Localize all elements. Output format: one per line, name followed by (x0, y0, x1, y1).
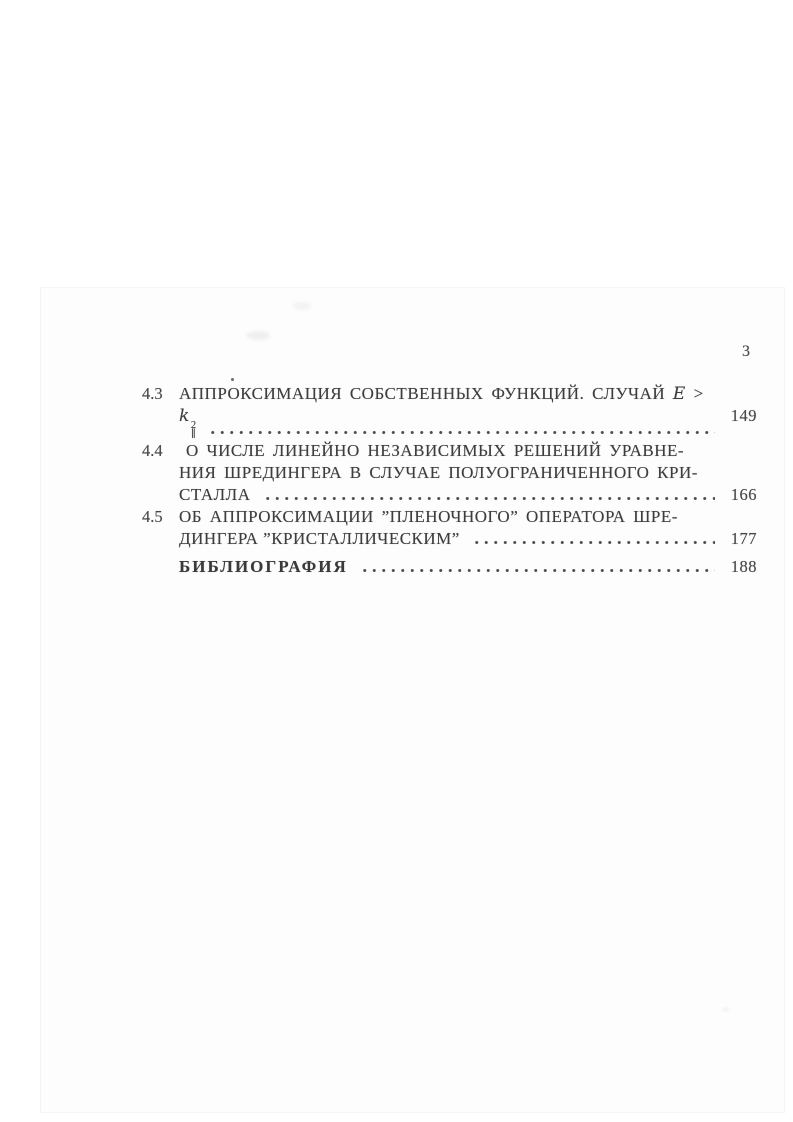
entry-title-line: НИЯ ШРЕДИНГЕРА В СЛУЧАЕ ПОЛУОГРАНИЧЕННОГО КРИ- (179, 462, 698, 482)
entry-title-line (179, 383, 757, 405)
title-text: ДИНГЕРА ”КРИСТАЛЛИЧЕСКИМ” (179, 528, 460, 548)
entry-leader-line (179, 405, 757, 440)
entry-leader-line (179, 556, 757, 578)
entry-number: 4.5 (142, 506, 163, 526)
table-of-contents (142, 383, 757, 578)
entry-title-line: ОБ АППРОКСИМАЦИИ ”ПЛЕНОЧНОГО” ОПЕРАТОРА ШРЕ- (179, 506, 678, 526)
dot-leader (472, 539, 715, 546)
toc-entry-4-3 (142, 383, 757, 440)
entry-page-number: 188 (730, 556, 757, 576)
entry-leader-line (179, 528, 757, 550)
title-text: АППРОКСИМАЦИЯ СОБСТВЕННЫХ ФУНКЦИЙ. СЛУЧАЙ (179, 384, 666, 403)
scan-artifact-smudge (246, 331, 270, 340)
math-symbol-E: E (672, 384, 686, 404)
math-base: k (179, 406, 190, 426)
bibliography-label: БИБЛИОГРАФИЯ (179, 556, 348, 576)
entry-page-number: 166 (730, 484, 757, 504)
dot-leader (208, 429, 715, 436)
entry-title-line: О ЧИСЛЕ ЛИНЕЙНО НЕЗАВИСИМЫХ РЕШЕНИЙ УРАВНЕ- (186, 440, 685, 460)
scan-artifact-dot (231, 378, 234, 381)
entry-number: 4.4 (142, 440, 163, 460)
math-subscript: ∥ (190, 428, 196, 440)
scan-artifact-smudge (293, 302, 311, 310)
math-k-parallel-squared (179, 405, 196, 440)
dot-leader (263, 495, 716, 502)
scan-artifact-smudge (722, 1007, 729, 1012)
entry-page-number: 149 (730, 406, 757, 425)
math-operator: > (693, 384, 704, 403)
entry-number: 4.3 (142, 384, 163, 403)
title-text: СТАЛЛА (179, 484, 251, 504)
page-number: 3 (742, 343, 750, 360)
toc-entry-bibliography (142, 556, 757, 578)
page-sheet (40, 287, 785, 1113)
math-superscript: 2 (190, 420, 197, 431)
toc-entry-4-5 (142, 506, 757, 550)
entry-page-number: 177 (730, 528, 757, 548)
dot-leader (360, 567, 715, 574)
entry-leader-line (179, 484, 757, 506)
toc-entry-4-4 (142, 440, 757, 506)
